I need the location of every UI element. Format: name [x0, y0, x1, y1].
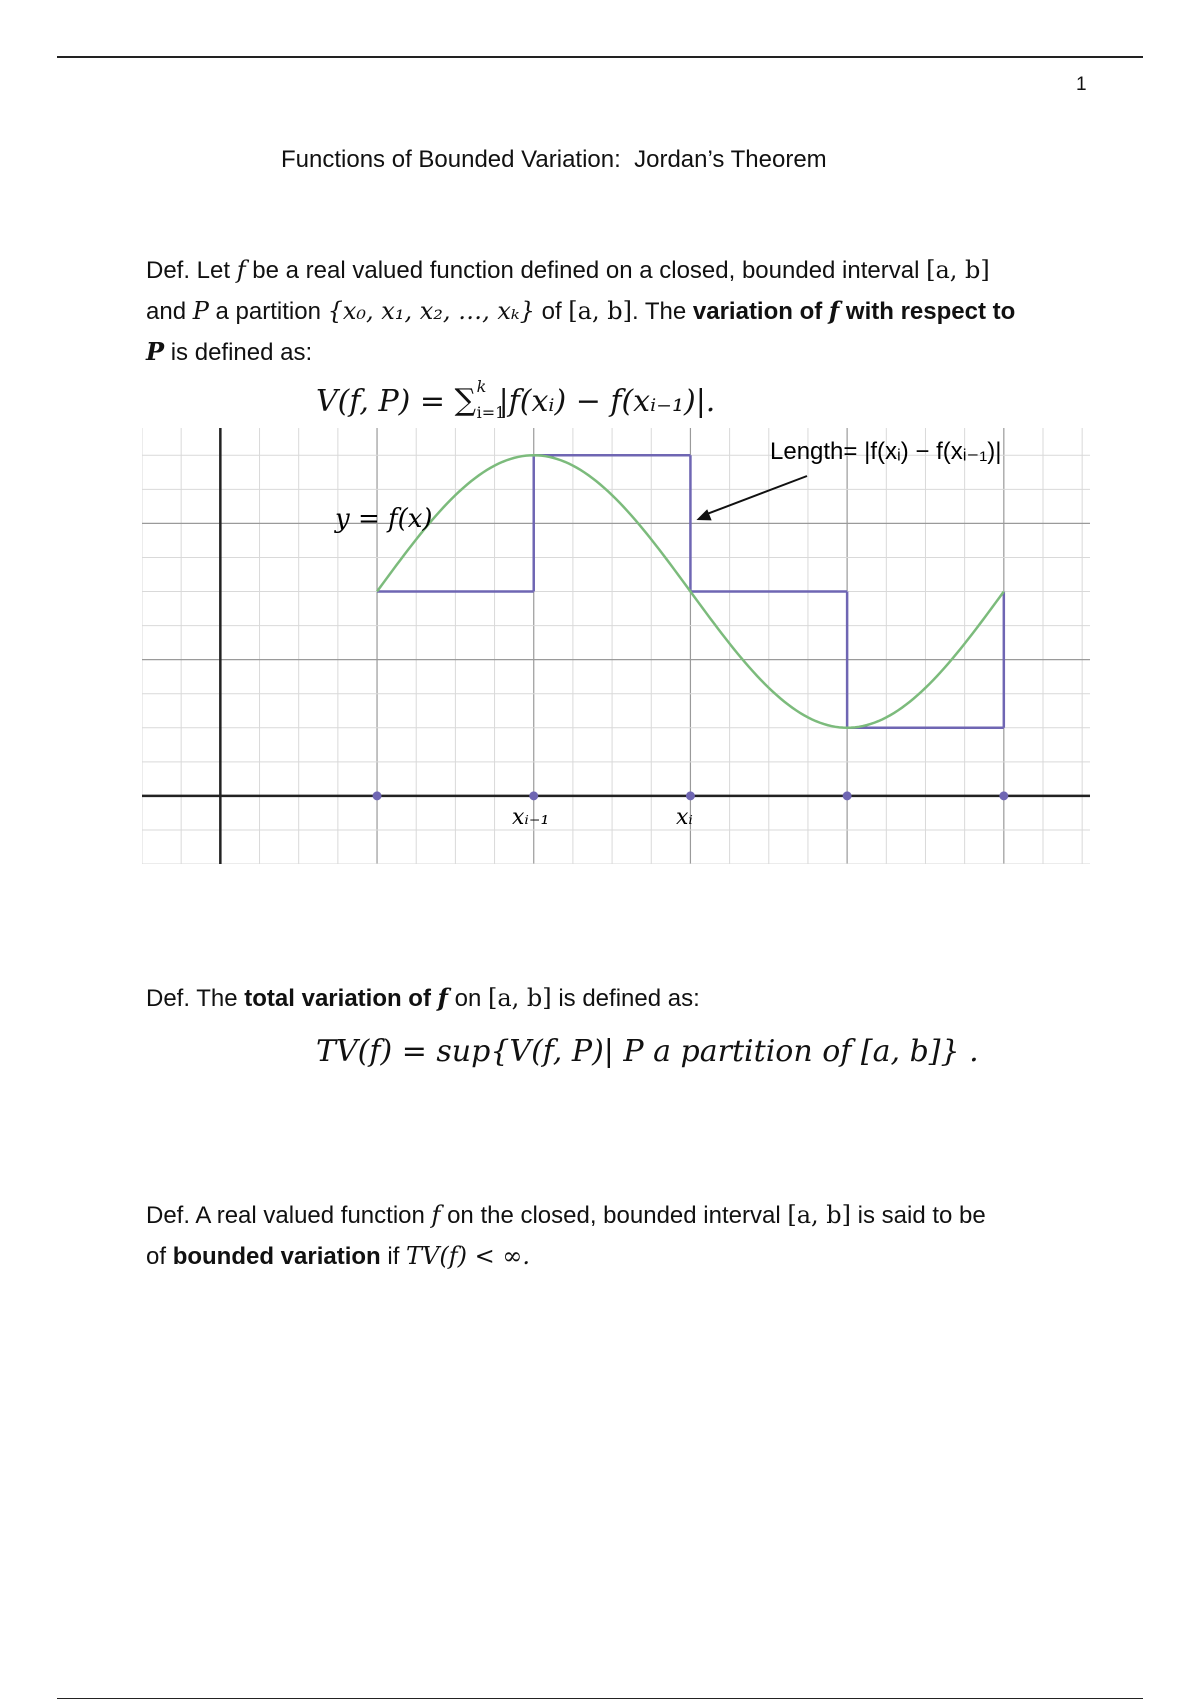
def2-text-2: is defined as:: [551, 985, 700, 1012]
def1-bold-2: with respect to: [839, 298, 1016, 325]
def3-text-2: is said to be: [850, 1202, 986, 1229]
def3-lead: Def. A real valued function: [146, 1202, 432, 1229]
def1-text-6: is defined as:: [164, 339, 313, 366]
partition-point: [373, 791, 382, 800]
tick-label-x-i: xᵢ: [676, 805, 693, 830]
chart-axes: [142, 428, 1090, 864]
def1-bold-f: f: [828, 296, 840, 325]
def2-lead: Def. The: [146, 985, 245, 1012]
def1-lead: Def. Let: [146, 257, 237, 284]
def2-interval: [a, b]: [488, 984, 552, 1012]
sum-upper: k: [476, 377, 487, 396]
def1-f: f: [236, 256, 246, 284]
bottom-rule: [57, 1698, 1143, 1699]
definition-variation: [146, 250, 1106, 373]
def3-f: f: [431, 1201, 441, 1229]
def3-condition: TV(f) < ∞.: [406, 1242, 530, 1270]
partition-point: [529, 791, 538, 800]
annotation-arrow-head: [696, 509, 711, 520]
formula2-text: TV(f) = sup{V(f, P)| P a partition of [a, b]} .: [316, 1034, 979, 1069]
def1-bold-P: P: [146, 337, 165, 366]
def2-bold-1: total variation of: [244, 985, 438, 1012]
curve-label: y = f(x): [335, 504, 433, 534]
annotation-arrow: [704, 476, 807, 515]
def2-text-1: on: [447, 985, 488, 1012]
variation-formula: [316, 377, 716, 423]
def1-text-4: of: [534, 298, 569, 325]
def1-text-1: be a real valued function defined on a closed, bounded interval: [245, 257, 927, 284]
partition-point: [999, 791, 1008, 800]
def3-bold: bounded variation: [172, 1243, 381, 1270]
sigma: ∑: [454, 383, 476, 418]
sum-symbol: [454, 377, 506, 423]
variation-chart: [142, 428, 1090, 864]
definition-bounded-variation: [146, 1195, 1106, 1277]
def1-interval: [a, b]: [926, 256, 990, 284]
def3-text-4: if: [380, 1243, 407, 1270]
def1-text-3: a partition: [208, 298, 328, 325]
length-annotation: Length= |f(xᵢ) − f(xᵢ₋₁)|: [770, 438, 1002, 465]
page-number: 1: [1076, 74, 1087, 95]
chart-grid: [142, 428, 1090, 864]
partition-point: [686, 791, 695, 800]
def1-partition: {x₀, x₁, x₂, …, xₖ}: [327, 297, 535, 325]
def1-bold-1: variation of: [692, 298, 829, 325]
formula1-lhs: V(f, P) =: [316, 384, 455, 419]
def1-text-5: . The: [631, 298, 693, 325]
definition-total-variation: [146, 978, 1106, 1019]
page-title: Functions of Bounded Variation: Jordan’s Theorem: [281, 146, 827, 173]
top-rule: [57, 56, 1143, 58]
def1-P: P: [192, 297, 209, 325]
sum-lower: i=1: [476, 403, 506, 422]
partition-point: [843, 791, 852, 800]
def3-interval: [a, b]: [787, 1201, 851, 1229]
total-variation-formula: [316, 1034, 979, 1069]
def1-interval-2: [a, b]: [568, 297, 632, 325]
def3-text-1: on the closed, bounded interval: [440, 1202, 788, 1229]
def3-text-3: of: [146, 1243, 173, 1270]
tick-label-x-i-minus-1: xᵢ₋₁: [512, 805, 550, 830]
formula1-rhs: |f(xᵢ) − f(xᵢ₋₁)|.: [498, 384, 716, 419]
def2-bold-f: f: [437, 983, 448, 1012]
def1-text-2: and: [146, 298, 193, 325]
